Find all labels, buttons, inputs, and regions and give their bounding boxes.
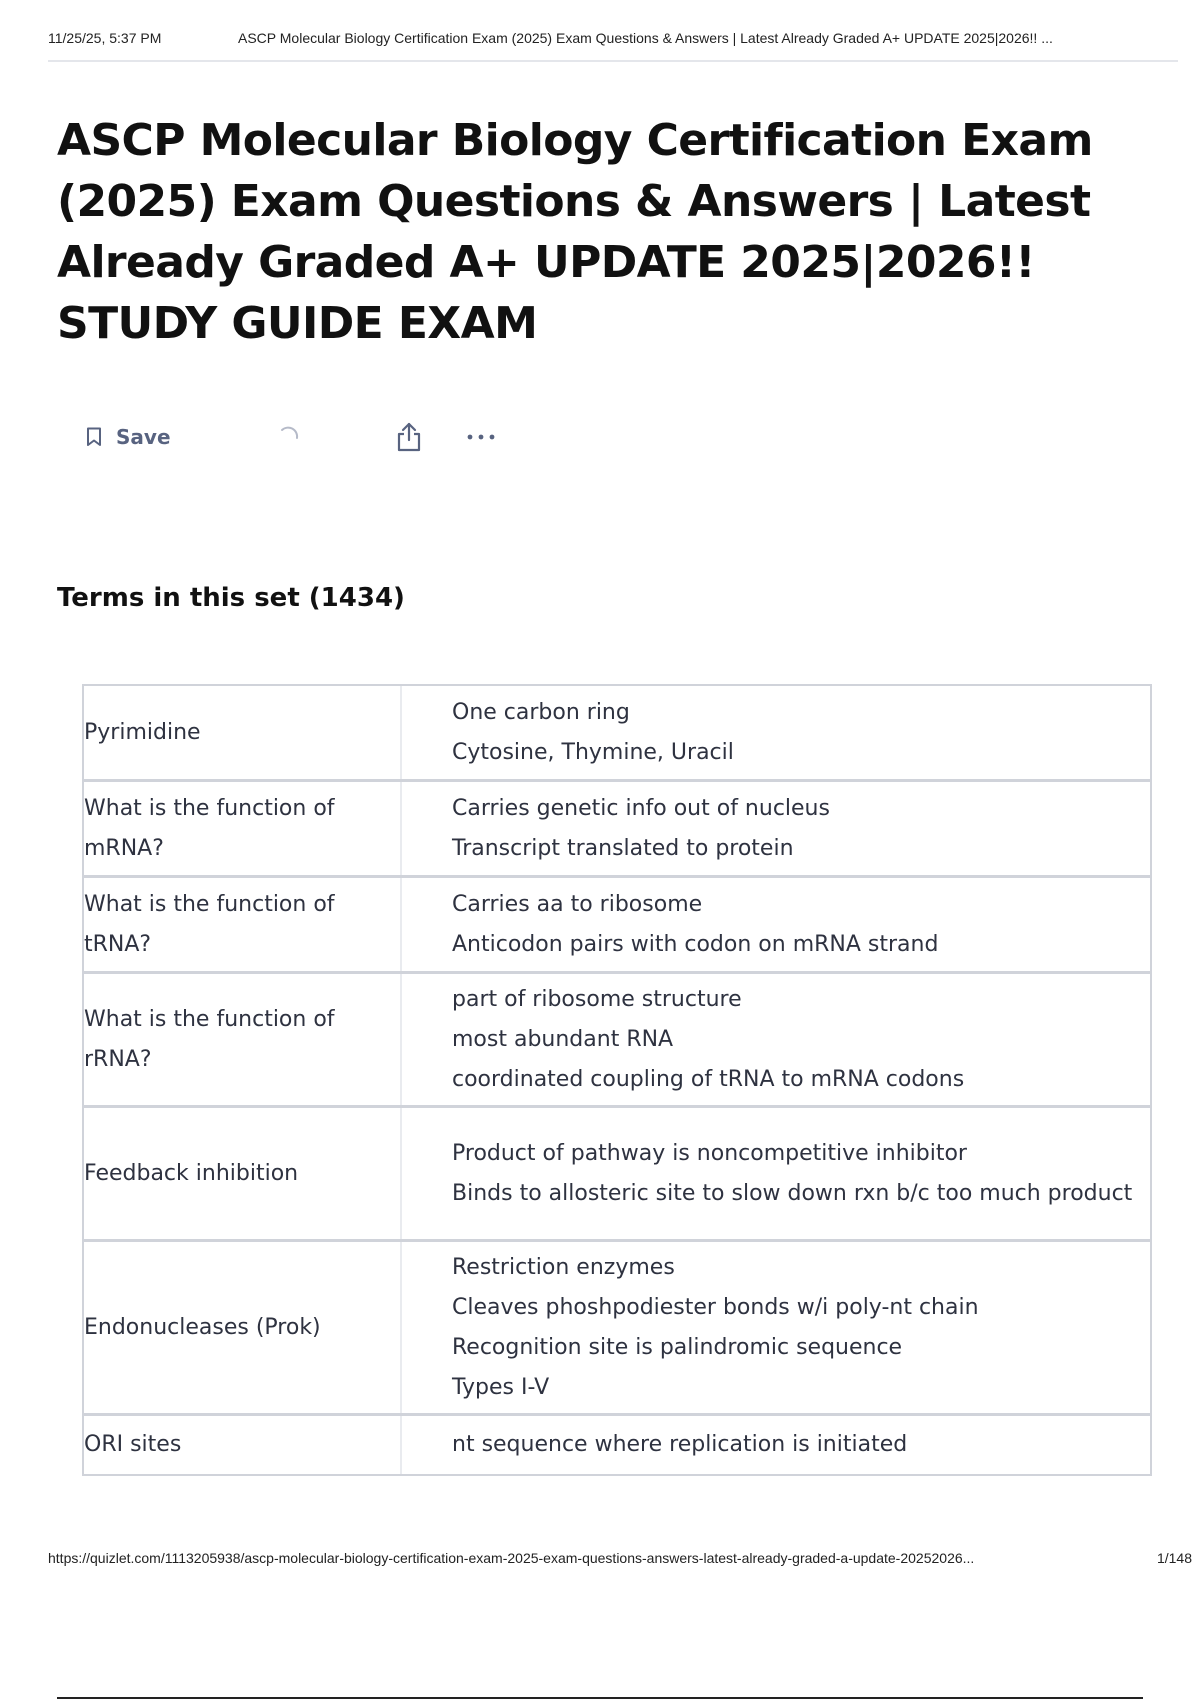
- definition-cell: [402, 878, 1150, 971]
- term-cell: [84, 1242, 402, 1413]
- definition-line: part of ribosome structure: [452, 986, 742, 1012]
- term-text: Pyrimidine: [84, 719, 201, 745]
- definition-line: Cytosine, Thymine, Uracil: [452, 739, 734, 765]
- print-url: https://quizlet.com/1113205938/ascp-molecular-biology-certification-exam-2025-exam-questions-answers-latest-already-graded-a-update-20252026...: [48, 1550, 975, 1566]
- terms-heading: Terms in this set (1434): [57, 583, 405, 613]
- share-button[interactable]: [396, 420, 422, 454]
- term-text: What is the function of rRNA?: [84, 1006, 335, 1072]
- definition-line: nt sequence where replication is initiated: [452, 1432, 908, 1457]
- save-button[interactable]: [86, 420, 171, 454]
- term-row[interactable]: [84, 1416, 1150, 1474]
- definition-line: Anticodon pairs with codon on mRNA strand: [452, 931, 939, 957]
- definition-line: coordinated coupling of tRNA to mRNA codons: [452, 1066, 965, 1092]
- definition-cell: [402, 686, 1150, 779]
- save-label: Save: [116, 425, 171, 449]
- term-row[interactable]: [84, 782, 1150, 878]
- definition-line: Recognition site is palindromic sequence: [452, 1334, 903, 1360]
- term-text: Endonucleases (Prok): [84, 1314, 321, 1340]
- term-cell: [84, 782, 402, 875]
- set-toolbar: [86, 420, 546, 454]
- term-text: What is the function of tRNA?: [84, 891, 335, 957]
- definition-line: most abundant RNA: [452, 1026, 674, 1052]
- definition-cell: [402, 1416, 1150, 1474]
- definition-line: One carbon ring: [452, 699, 630, 725]
- term-cell: [84, 974, 402, 1105]
- definition-cell: [402, 782, 1150, 875]
- term-cell: [84, 686, 402, 779]
- loading-spinner-icon: [276, 420, 300, 454]
- term-text: Feedback inhibition: [84, 1160, 299, 1186]
- page-bottom-divider: [57, 1697, 1143, 1699]
- definition-line: Product of pathway is noncompetitive inhibitor: [452, 1140, 967, 1166]
- page-number: 1/148: [1156, 1550, 1192, 1566]
- bookmark-icon: [86, 427, 102, 447]
- definition-line: Cleaves phoshpodiester bonds w/i poly-nt chain: [452, 1294, 979, 1320]
- more-options-icon: [466, 432, 496, 442]
- definition-line: Types I-V: [452, 1374, 550, 1400]
- term-cell: [84, 878, 402, 971]
- term-row[interactable]: [84, 1108, 1150, 1242]
- definition-cell: [402, 1108, 1150, 1239]
- definition-line: Restriction enzymes: [452, 1254, 675, 1280]
- print-document-title: ASCP Molecular Biology Certification Exam (2025) Exam Questions & Answers | Latest Already Graded A+ UPDATE 2025|2026!! ...: [238, 30, 1053, 46]
- definition-line: Carries genetic info out of nucleus: [452, 795, 830, 821]
- term-row[interactable]: [84, 1242, 1150, 1416]
- term-row[interactable]: [84, 878, 1150, 974]
- definition-line: Carries aa to ribosome: [452, 891, 703, 917]
- definition-cell: [402, 1242, 1150, 1413]
- definition-cell: [402, 974, 1150, 1105]
- print-header: [48, 30, 1178, 62]
- term-row[interactable]: [84, 974, 1150, 1108]
- terms-table: [82, 684, 1152, 1476]
- page-title: ASCP Molecular Biology Certification Exam (2025) Exam Questions & Answers | Latest Already Graded A+ UPDATE 2025|2026!! STUDY GUIDE EXAM: [57, 115, 1093, 349]
- term-cell: [84, 1416, 402, 1474]
- definition-line: Binds to allosteric site to slow down rxn b/c too much product: [452, 1180, 1133, 1206]
- term-text: ORI sites: [84, 1432, 182, 1457]
- term-row[interactable]: [84, 686, 1150, 782]
- term-cell: [84, 1108, 402, 1239]
- share-icon: [396, 422, 422, 452]
- definition-line: Transcript translated to protein: [452, 835, 794, 861]
- term-text: What is the function of mRNA?: [84, 795, 335, 861]
- print-date: 11/25/25, 5:37 PM: [48, 30, 162, 46]
- more-options-button[interactable]: [466, 420, 496, 454]
